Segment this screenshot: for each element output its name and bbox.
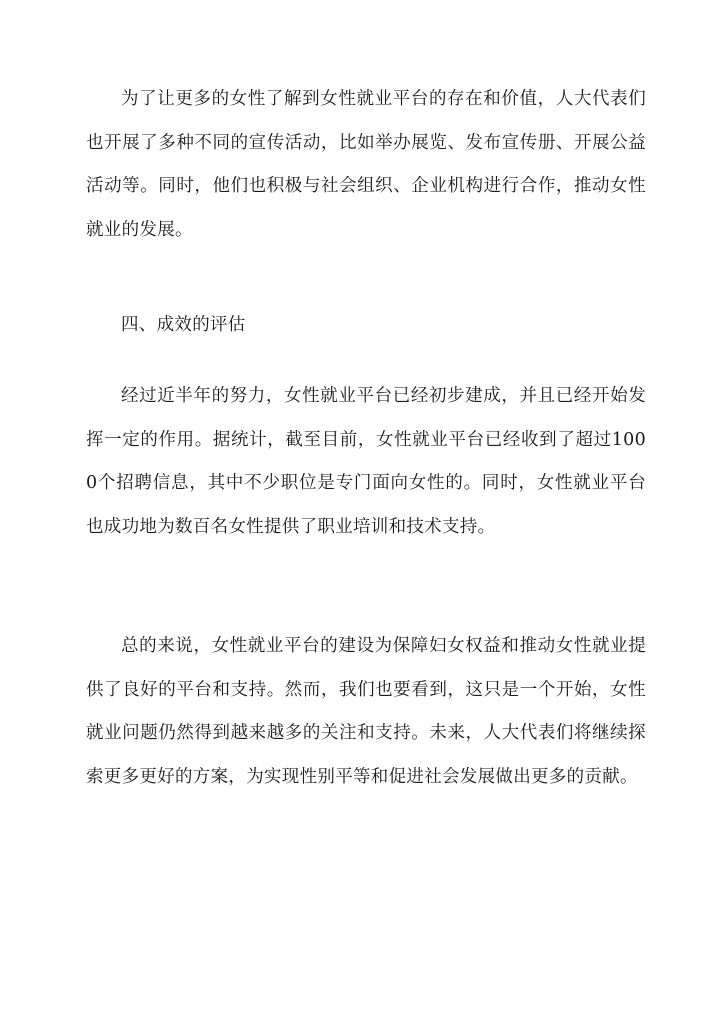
paragraph-conclusion: 总的来说，女性就业平台的建设为保障妇女权益和推动女性就业提供了良好的平台和支持。然而，我们也要看到，这只是一个开始，女性就业问题仍然得到越来越多的关注和支持。未来，人大代表们将继续探索更多更好的方案，为实现性别平等和促进社会发展做出更多的贡献。 <box>86 636 646 787</box>
paragraph-results: 经过近半年的努力，女性就业平台已经初步建成，并且已经开始发挥一定的作用。据统计，截至目前，女性就业平台已经收到了超过1000个招聘信息，其中不少职位是专门面向女性的。同时，女性就业平台也成功地为数百名女性提供了职业培训和技术支持。 <box>86 386 646 537</box>
paragraph-publicity-activities: 为了让更多的女性了解到女性就业平台的存在和价值，人大代表们也开展了多种不同的宣传活动，比如举办展览、发布宣传册、开展公益活动等。同时，他们也积极与社会组织、企业机构进行合作，推动女性就业的发展。 <box>86 89 646 240</box>
section-heading-evaluation: 四、成效的评估 <box>121 315 246 335</box>
